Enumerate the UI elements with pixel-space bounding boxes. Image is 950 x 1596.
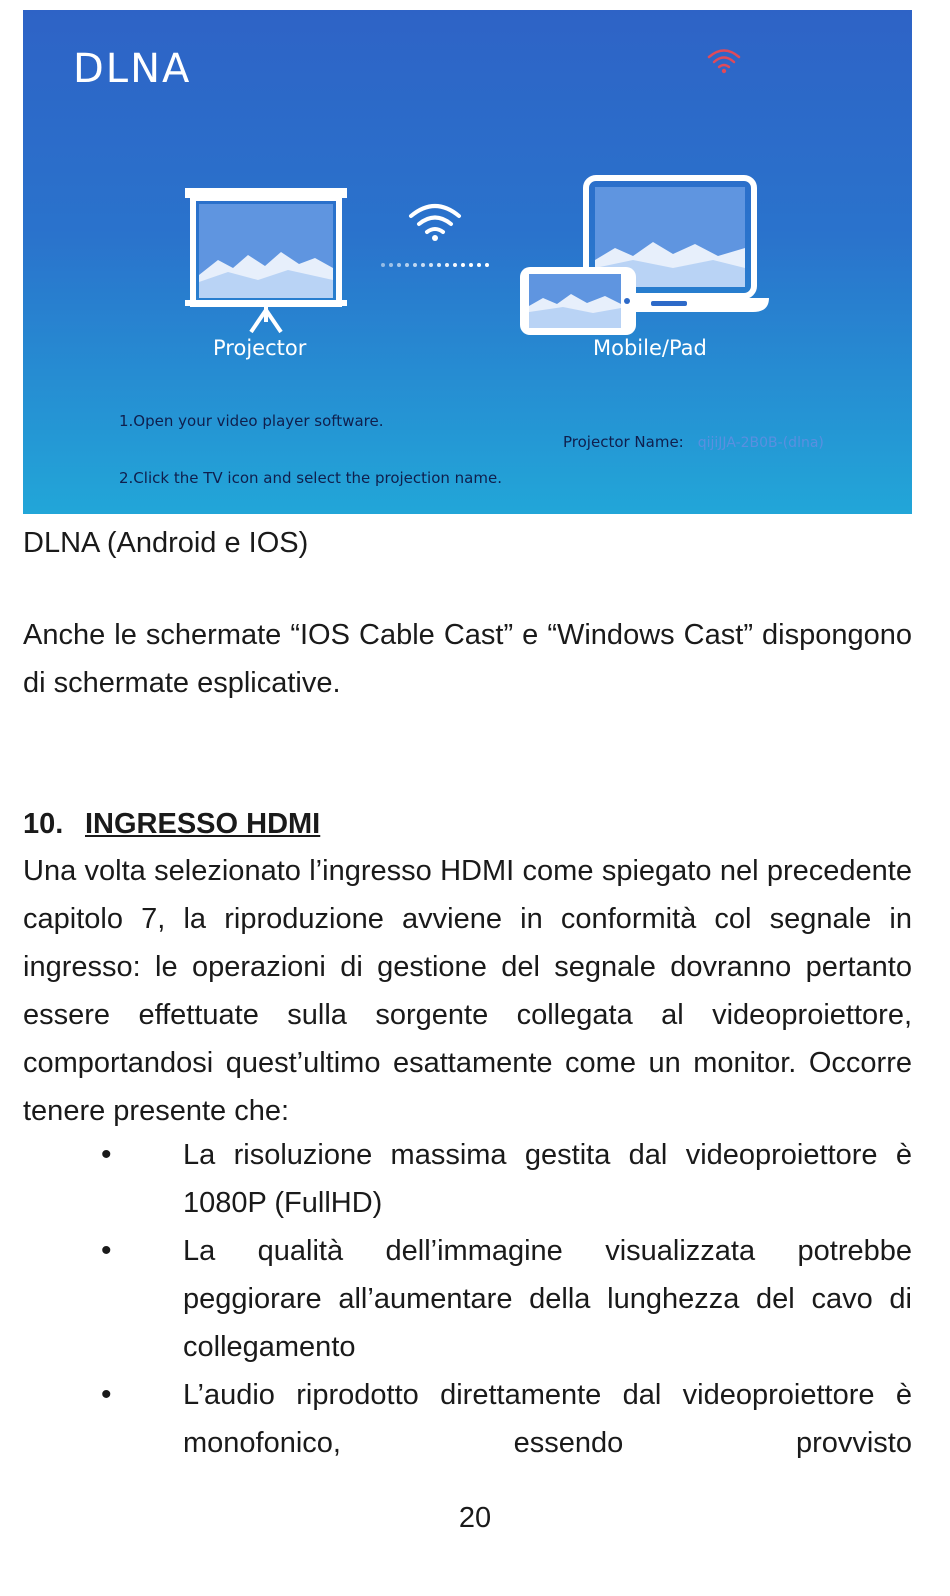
paragraph-cast-screens: Anche le schermate “IOS Cable Cast” e “Windows Cast” dispongono di schermate esplicative. (23, 619, 912, 699)
list-item (23, 1371, 912, 1467)
section-heading (23, 800, 912, 848)
phone-icon (520, 267, 636, 335)
projector-name-row (563, 433, 824, 451)
instruction-step-1: 1.Open your video player software. (119, 412, 384, 430)
panel-title: DLNA (73, 46, 192, 92)
instruction-step-2: 2.Click the TV icon and select the projection name. (119, 469, 502, 487)
projector-label: Projector (213, 336, 307, 360)
bullet-symbol: • (101, 1234, 112, 1267)
bullet-symbol: • (101, 1378, 112, 1411)
list-item-text: La qualità dell’immagine visualizzata potrebbe peggiorare all’aumentare della lunghezza del cavo di collegamento (183, 1235, 912, 1363)
projector-screen-icon (185, 188, 347, 332)
bullet-symbol: • (101, 1138, 112, 1171)
paragraph-hdmi: Una volta selezionato l’ingresso HDMI come spiegato nel precedente capitolo 7, la riproduzione avviene in conformità col segnale in ingresso: le operazioni di gestione del segnale dovranno pertanto essere effettuate sulla sorgente collegata al videoproiettore, comportandosi quest’ultimo esattamente come un monitor. Occorre tenere presente che: (23, 855, 912, 1127)
mobile-label: Mobile/Pad (593, 336, 707, 360)
figure-caption: DLNA (Android e IOS) (23, 527, 309, 559)
list-item-text: L’audio riprodotto direttamente dal videoproiettore è monofonico, essendo provvisto (183, 1379, 912, 1459)
list-item (23, 1131, 912, 1227)
section-number: 10. (23, 808, 64, 840)
dlna-screenshot (23, 10, 912, 514)
projector-name-label: Projector Name: (563, 433, 684, 451)
wifi-signal-icon (411, 206, 459, 241)
projector-name-value: qijiJJA-2B0B-(dlna) (697, 435, 824, 451)
list-item-text: La risoluzione massima gestita dal videoproiettore è 1080P (FullHD) (183, 1139, 912, 1219)
notes-list (23, 1131, 912, 1467)
page-number: 20 (458, 1502, 492, 1534)
list-item (23, 1227, 912, 1371)
connection-dots (381, 263, 489, 267)
section-title: INGRESSO HDMI (85, 808, 321, 840)
